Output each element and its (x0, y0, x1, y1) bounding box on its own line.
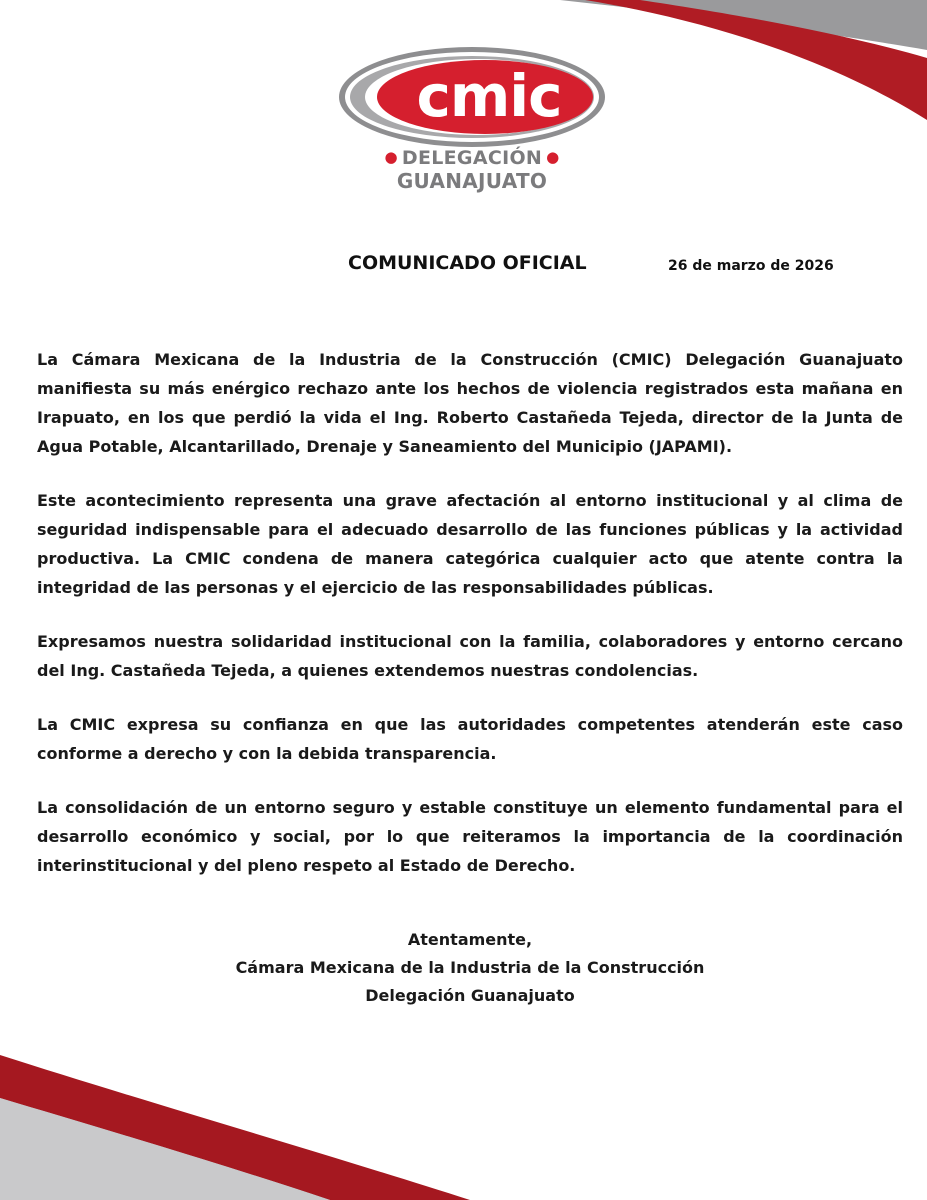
logo-wordmark: cmic (416, 62, 562, 130)
body-paragraph: Expresamos nuestra solidaridad institucional con la familia, colaboradores y entorno cercano del Ing. Castañeda Tejeda, a quienes extendemos nuestras condolencias. (37, 632, 903, 680)
document-title: COMUNICADO OFICIAL (348, 252, 587, 274)
signature-block (37, 926, 903, 1010)
body-paragraph: La consolidación de un entorno seguro y estable constituye un elemento fundamental para el desarrollo económico y social, por lo que reiteramos la importancia de la coordinación interinstitucional y del pleno respeto al Estado de Derecho. (37, 798, 903, 875)
document-date: 26 de marzo de 2026 (668, 258, 834, 274)
document-body (37, 345, 903, 905)
body-paragraph: La Cámara Mexicana de la Industria de la Construcción (CMIC) Delegación Guanajuato manifiesta su más enérgico rechazo ante los hechos de violencia registrados esta mañana en Irapuato, en los que perdió la vida el Ing. Roberto Castañeda Tejeda, director de la Junta de Agua Potable, Alcantarillado, Drenaje y Saneamiento del Municipio (JAPAMI). (37, 350, 903, 456)
signature-closing: Atentamente, (407, 930, 533, 949)
body-paragraph: La CMIC expresa su confianza en que las autoridades competentes atenderán este caso conforme a derecho y con la debida transparencia. (37, 715, 903, 763)
logo-state-label: GUANAJUATO (396, 169, 548, 193)
body-paragraph: Este acontecimiento representa una grave afectación al entorno institucional y al clima de seguridad indispensable para el adecuado desarrollo de las funciones públicas y la actividad productiva. La CMIC condena de manera categórica cualquier acto que atente contra la integridad de las personas y el ejercicio de las responsabilidades públicas. (37, 491, 903, 597)
logo-delegation-label: ● DELEGACIÓN ● (384, 147, 560, 169)
signature-delegation: Delegación Guanajuato (365, 986, 575, 1005)
signature-organization: Cámara Mexicana de la Industria de la Construcción (235, 958, 705, 977)
